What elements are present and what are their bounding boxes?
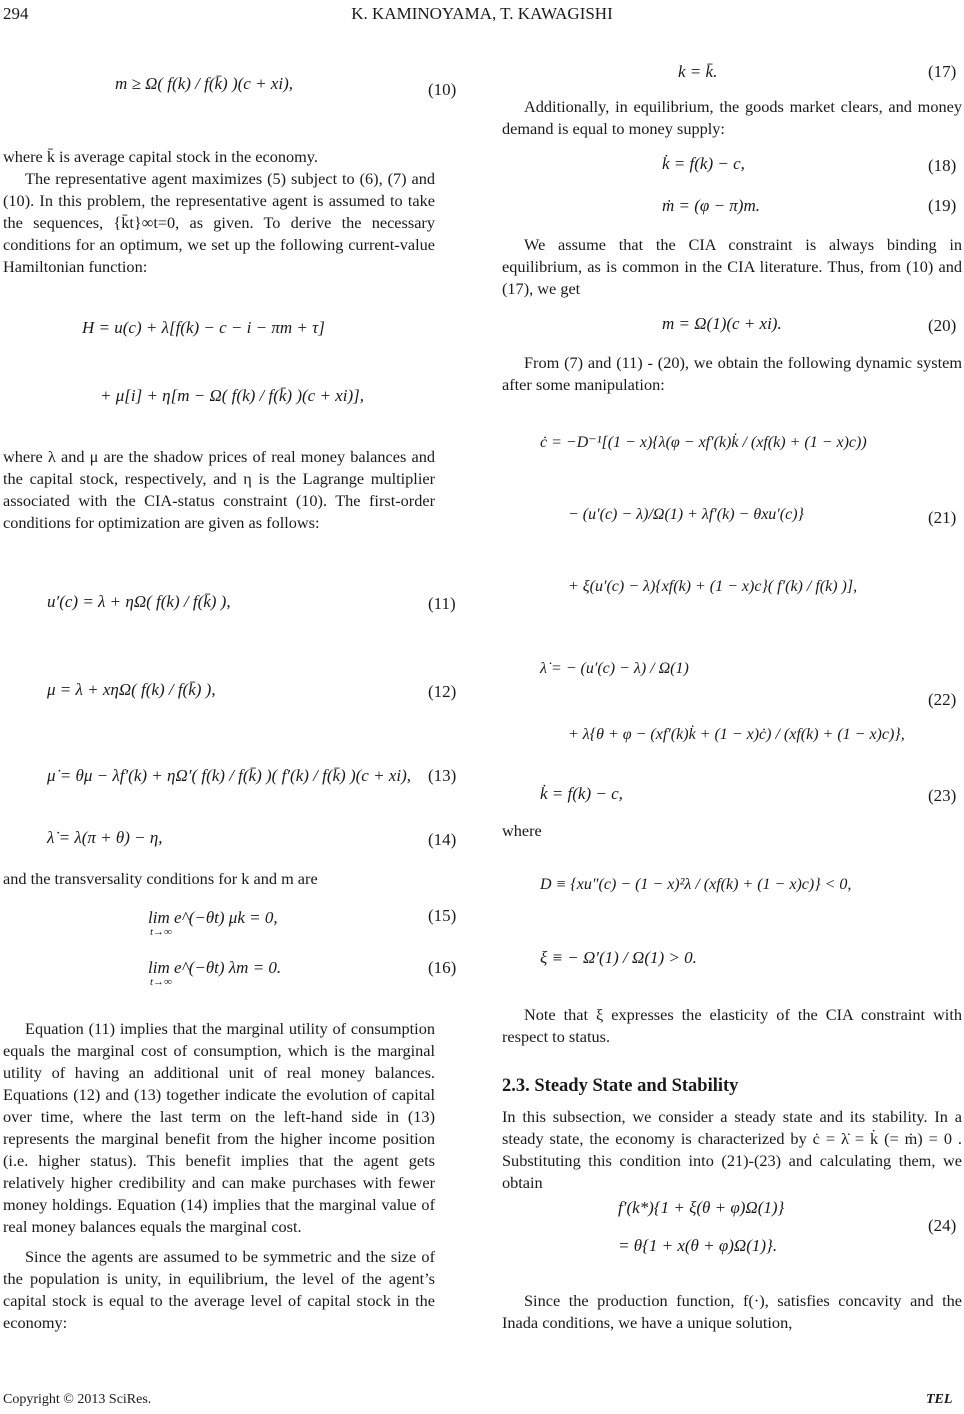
equation-22-line-2: + λ{θ + φ − (xf′(k)k̇ + (1 − x)ċ) / (xf(k) + (1 − x)c)}, <box>568 726 905 743</box>
equation-14: λ̇ = λ(π + θ) − η, <box>47 828 163 847</box>
paragraph: From (7) and (11) - (20), we obtain the following dynamic system after some manipulation: <box>502 353 962 394</box>
hamiltonian-line-2: + μ[i] + η[m − Ω( f(k) / f(k̄) )(c + xi)], <box>100 386 364 405</box>
limit-subscript: t→∞ <box>150 976 172 988</box>
equation-number: (14) <box>428 830 457 849</box>
paragraph: where k̄ is average capital stock in the economy. <box>3 147 318 166</box>
right-text-block-3 <box>502 352 962 396</box>
equation-number: (19) <box>928 196 957 215</box>
equation-number: (10) <box>428 80 457 99</box>
equation-15: lim e^(−θt) μk = 0, <box>148 908 278 927</box>
left-text-block-3 <box>3 868 435 890</box>
hamiltonian-line-1: H = u(c) + λ[f(k) − c − i − πm + τ] <box>82 318 325 337</box>
right-text-block-5 <box>502 1106 962 1194</box>
left-text-block-2 <box>3 446 435 534</box>
equation-number: (17) <box>928 62 957 81</box>
paragraph: We assume that the CIA constraint is always binding in equilibrium, as is common in the CIA literature. Thus, from (10) and (17), we get <box>502 235 962 298</box>
left-text-block-4 <box>3 1018 435 1334</box>
equation-21-line-2: − (u′(c) − λ)/Ω(1) + λf′(k) − θxu′(c)} <box>568 506 804 523</box>
equation-number: (23) <box>928 786 957 805</box>
equation-number: (15) <box>428 906 457 925</box>
equation-number: (11) <box>428 594 456 613</box>
paragraph: Equation (11) implies that the marginal utility of consumption equals the marginal cost of consumption, which is the marginal utility of having an additional unit of real money balances. Equations (12) and (13) together indicate the evolution of capital over time, where the last term on the left-hand side in (13) represents the marginal benefit from the higher income position (i.e. higher status). This benefit implies that the agent gets relatively higher credibility and can make purchases with fewer money holdings. Equation (14) implies that the marginal value of real money balances equals the marginal cost. <box>3 1019 435 1236</box>
equation-20: m = Ω(1)(c + xi). <box>662 314 782 333</box>
paragraph: where λ and μ are the shadow prices of real money balances and the capital stock, respectively, and η is the Lagrange multiplier associated with the CIA-status constraint (10). The first-order conditions for optimization are given as follows: <box>3 447 435 532</box>
equation-16: lim e^(−θt) λm = 0. <box>148 958 282 977</box>
paragraph: In this subsection, we consider a steady state and its stability. In a steady state, the economy is characterized by ċ = λ̇ = k̇ (= ṁ) = 0 . Substituting this condition into (21)-(23) and calculating them, we obtain <box>502 1107 962 1192</box>
equation-number: (21) <box>928 508 957 527</box>
paragraph: Since the agents are assumed to be symmetric and the size of the population is unity, in equilibrium, the level of the agent’s capital stock is equal to the average level of capital stock in the economy: <box>3 1247 435 1332</box>
section-heading: 2.3. Steady State and Stability <box>502 1076 739 1096</box>
paragraph: and the transversality conditions for k and m are <box>3 869 318 888</box>
right-text-block-6 <box>502 1290 962 1334</box>
equation-19: ṁ = (φ − π)m. <box>662 196 760 215</box>
equation-22-line-1: λ̇ = − (u′(c) − λ) / Ω(1) <box>540 660 689 677</box>
equation-17: k = k̄. <box>678 62 718 81</box>
definition-D: D ≡ {xu″(c) − (1 − x)²λ / (xf(k) + (1 − x)c)} < 0, <box>540 876 852 893</box>
paragraph: where <box>502 821 542 840</box>
right-text-block-4 <box>502 1004 962 1048</box>
equation-number: (13) <box>428 766 457 785</box>
running-header: K. KAMINOYAMA, T. KAWAGISHI <box>351 4 613 23</box>
equation-number: (16) <box>428 958 457 977</box>
equation-number: (20) <box>928 316 957 335</box>
page-number: 294 <box>3 4 29 23</box>
definition-xi: ξ ≡ − Ω′(1) / Ω(1) > 0. <box>540 948 697 967</box>
equation-18: k̇ = f(k) − c, <box>662 154 745 173</box>
equation-number: (12) <box>428 682 457 701</box>
copyright: Copyright © 2013 SciRes. <box>3 1392 152 1407</box>
equation-21-line-3: + ξ(u′(c) − λ){xf(k) + (1 − x)c}( f′(k) / f(k) )], <box>568 578 858 595</box>
journal-abbrev: TEL <box>926 1392 953 1407</box>
left-text-block-1 <box>3 146 435 278</box>
paragraph: Additionally, in equilibrium, the goods market clears, and money demand is equal to money supply: <box>502 97 962 138</box>
equation-12: μ = λ + xηΩ( f(k) / f(k̄) ), <box>47 680 216 699</box>
equation-number: (18) <box>928 156 957 175</box>
equation-24-line-2: = θ{1 + x(θ + φ)Ω(1)}. <box>618 1236 778 1255</box>
right-text-block-2 <box>502 234 962 300</box>
paragraph: Note that ξ expresses the elasticity of the CIA constraint with respect to status. <box>502 1005 962 1046</box>
equation-number: (24) <box>928 1216 957 1235</box>
paragraph: The representative agent maximizes (5) subject to (6), (7) and (10). In this problem, the representative agent is assumed to take the sequences, {k̄t}∞t=0, as given. To derive the necessary conditions for an optimum, we set up the following current-value Hamiltonian function: <box>3 169 435 276</box>
equation-number: (22) <box>928 690 957 709</box>
equation-10: m ≥ Ω( f(k) / f(k̄) )(c + xi), <box>115 74 293 93</box>
limit-subscript: t→∞ <box>150 926 172 938</box>
equation-21-line-1: ċ = −D⁻¹[(1 − x){λ(φ − xf′(k)k̇ / (xf(k) + (1 − x)c)) <box>540 434 867 451</box>
equation-24-line-1: f′(k*){1 + ξ(θ + φ)Ω(1)} <box>618 1198 785 1217</box>
paragraph: Since the production function, f(·), satisfies concavity and the Inada conditions, we have a unique solution, <box>502 1291 962 1332</box>
right-text-block-1 <box>502 96 962 140</box>
equation-13: μ̇ = θμ − λf′(k) + ηΩ′( f(k) / f(k̄) )( f′(k) / f(k̄) )(c + xi), <box>47 766 411 785</box>
equation-11: u′(c) = λ + ηΩ( f(k) / f(k̄) ), <box>47 592 231 611</box>
right-where <box>502 820 962 842</box>
equation-23: k̇ = f(k) − c, <box>540 784 623 803</box>
